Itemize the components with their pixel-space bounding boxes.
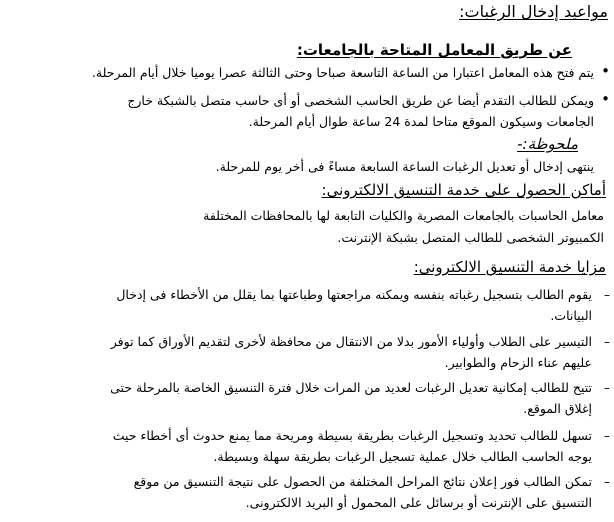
places-line: الكمبيوتر الشخصى للطالب المتصل بشبكة الإنترنت. [337,230,604,245]
section-heading-university-labs: عن طريق المعامل المتاحة بالجامعات: [296,41,572,59]
advantage-item-continuation: التنسيق على الإنترنت أو برسائل على المحمول أو البريد الالكترونى. [245,495,592,510]
advantage-item: تتيح للطالب إمكانية تعديل الرغبات لعديد من المرات خلال فترة التنسيق الخاصة بالمرحلة حتى [110,380,592,395]
note-heading: ملحوظة:- [517,135,578,153]
page-title: مواعيد إدخال الرغبات: [459,2,608,21]
advantage-item-continuation: عليهم عناء الزحام والطوابير. [444,355,592,370]
dash-icon: – [604,381,610,395]
bullet-text: يتم فتح هذه المعامل اعتبارا من الساعة التاسعة صباحا وحتى الثالثة عصرا يوميا خلال أيام المرحلة. [91,65,594,80]
dash-icon: – [604,288,610,302]
bullet-text-continuation: الجامعات وسيكون الموقع متاحا لمدة 24 ساعة طوال أيام المرحلة. [248,114,594,129]
bullet-text: ويمكن للطالب التقدم أيضا عن طريق الحاسب الشخصى أو أى حاسب متصل بالشبكة خارج [127,93,594,108]
bullet-dot-icon: • [601,90,610,108]
places-line: معامل الحاسبات بالجامعات المصرية والكليات التابعة لها بالمحافظات المختلفة [203,208,604,223]
dash-icon: – [604,335,610,349]
advantage-item: تسهل للطالب تحديد وتسجيل الرغبات بطريقة بسيطة ومريحة مما يمنع حدوث أى أخطاء حيث [112,428,592,443]
advantage-item: تمكن الطالب فور إعلان نتائج المراحل المختلفة من الحصول على نتيجة التنسيق من موقع [133,474,592,489]
advantage-item-continuation: إغلاق الموقع. [523,401,592,416]
section-heading-advantages: مزايا خدمة التنسيق الالكترونى: [413,258,606,276]
advantage-item-continuation: يوجه الحاسب الطالب خلال عملية تسجيل الرغبات بطريقة سهلة وبسيطة. [213,449,592,464]
note-text: ينتهى إدخال أو تعديل الرغبات الساعة السابعة مساءً فى أخر يوم للمرحلة. [215,159,594,174]
section-heading-places: أماكن الحصول على خدمة التنسيق الالكترونى: [321,181,606,199]
bullet-dot-icon: • [601,62,610,80]
advantage-item: التيسير على الطلاب وأولياء الأمور بدلا من الانتقال من محافظة لأخرى لتقديم الأوراق كما توفر [110,334,592,349]
advantage-item: يقوم الطالب بتسجيل رغباته بنفسه ويمكنه مراجعتها وطباعتها بما يقلل من الأخطاء فى إدخال [116,287,592,302]
advantage-item-continuation: البيانات. [550,308,592,323]
dash-icon: – [604,475,610,489]
dash-icon: – [604,429,610,443]
